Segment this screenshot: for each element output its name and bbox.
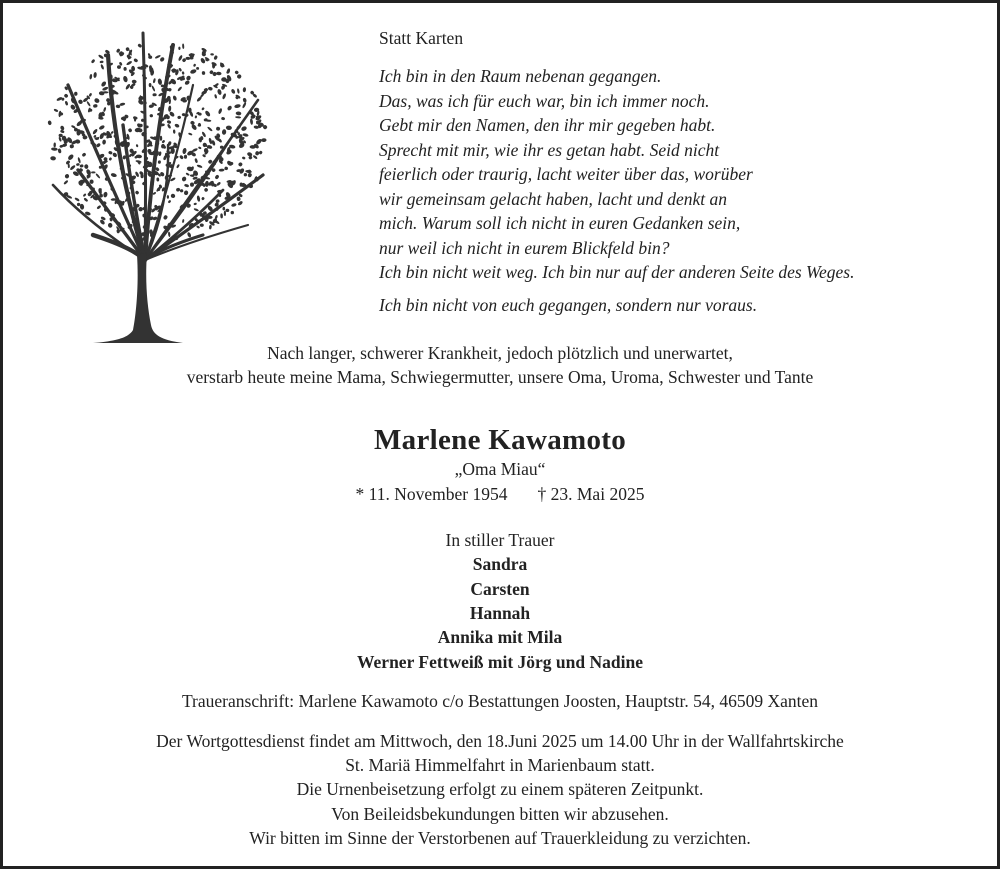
closing-line: Der Wortgottesdienst findet am Mittwoch, den 18.Juni 2025 um 14.00 Uhr in der Wallfahrtskirche: [156, 731, 844, 751]
mourner-name: Sandra: [472, 554, 528, 574]
poem-line: mich. Warum soll ich nicht in euren Gedanken sein,: [379, 213, 741, 233]
birth-date: * 11. November 1954: [355, 484, 508, 504]
closing-line: Die Urnenbeisetzung erfolgt zu einem späteren Zeitpunkt.: [296, 779, 704, 799]
poem-line: Das, was ich für euch war, bin ich immer noch.: [379, 91, 710, 111]
death-date: † 23. Mai 2025: [537, 484, 645, 504]
deceased-name: Marlene Kawamoto: [373, 424, 627, 456]
poem-line: Ich bin in den Raum nebenan gegangen.: [379, 66, 662, 86]
poem-line: Ich bin nicht von euch gegangen, sondern nur voraus.: [379, 295, 758, 315]
poem-line: Gebt mir den Namen, den ihr mir gegeben habt.: [379, 115, 716, 135]
poem-line: Sprecht mit mir, wie ihr es getan habt. Seid nicht: [379, 140, 720, 160]
poem-line: feierlich oder traurig, lacht weiter über das, worüber: [379, 164, 753, 184]
intro-line: verstarb heute meine Mama, Schwiegermutter, unsere Oma, Uroma, Schwester und Tante: [186, 367, 814, 387]
poem-line: wir gemeinsam gelacht haben, lacht und denkt an: [379, 189, 727, 209]
mourner-name: Carsten: [470, 579, 530, 599]
header-statt-karten: Statt Karten: [379, 28, 464, 48]
mourner-name: Werner Fettweiß mit Jörg und Nadine: [357, 652, 643, 672]
intro-line: Nach langer, schwerer Krankheit, jedoch plötzlich und unerwartet,: [267, 343, 733, 363]
closing-line: Wir bitten im Sinne der Verstorbenen auf Trauerkleidung zu verzichten.: [249, 828, 751, 848]
mourner-name: Hannah: [469, 603, 531, 623]
closing-line: St. Mariä Himmelfahrt in Marienbaum statt.: [345, 755, 655, 775]
poem-line: nur weil ich nicht in eurem Blickfeld bin?: [379, 238, 670, 258]
tree-icon: [33, 25, 293, 350]
mourning-address: Traueranschrift: Marlene Kawamoto c/o Bestattungen Joosten, Hauptstr. 54, 46509 Xanten: [181, 691, 819, 711]
poem-line: Ich bin nicht weit weg. Ich bin nur auf der anderen Seite des Weges.: [379, 262, 855, 282]
life-dates: [3, 484, 997, 504]
mourners-heading: In stiller Trauer: [445, 530, 555, 550]
deceased-nickname: „Oma Miau“: [454, 459, 546, 479]
mourner-name: Annika mit Mila: [437, 627, 563, 647]
closing-line: Von Beileidsbekundungen bitten wir abzusehen.: [331, 804, 669, 824]
